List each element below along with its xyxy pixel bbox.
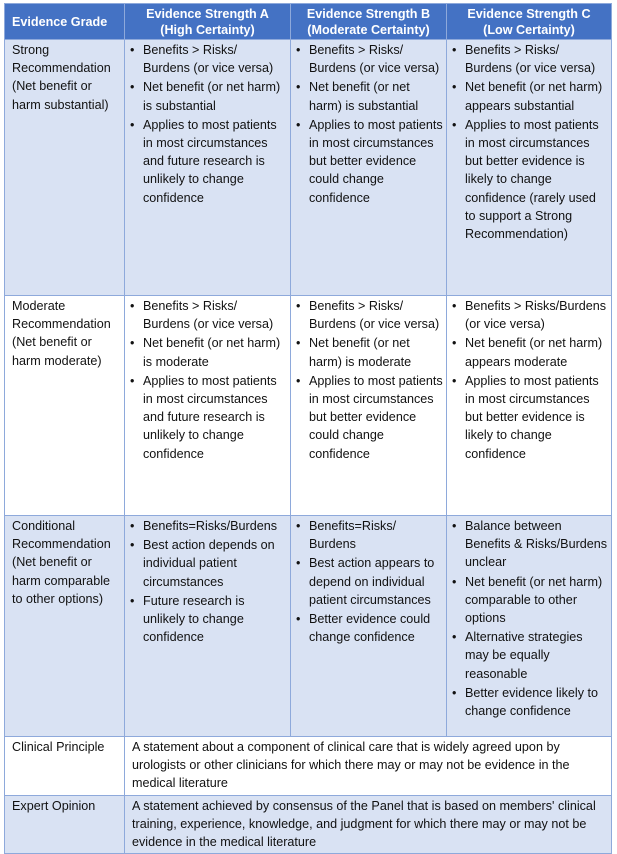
bullet-item: [451, 684, 608, 720]
bullet-text: Applies to most patients in most circumstances and future research is unlikely to change confidence: [143, 117, 277, 205]
strength-c-cell: [447, 40, 612, 296]
bullet-list: [451, 41, 608, 243]
bullet-icon: •: [452, 574, 457, 589]
header-strength-c: [447, 4, 612, 40]
bullet-text: Applies to most patients in most circumstances but better evidence is likely to change confidence (rarely used to support a Strong Recommendation): [465, 117, 599, 242]
bullet-text: Benefits > Risks/ Burdens (or vice versa): [143, 299, 274, 332]
bullet-text: Applies to most patients in most circumstances and future research is unlikely to change confidence: [143, 373, 277, 461]
bullet-list: [129, 517, 287, 646]
header-strength-c-certainty: (Low Certainty): [483, 22, 575, 37]
header-strength-b-title: Evidence Strength B: [306, 6, 431, 21]
bullet-text: Benefits > Risks/ Burdens (or vice versa): [309, 43, 440, 76]
bullet-text: Applies to most patients in most circumstances but better evidence could change confidence: [309, 117, 443, 205]
bullet-icon: •: [296, 117, 301, 132]
bullet-item: [129, 116, 287, 207]
bullet-item: [129, 536, 287, 591]
bullet-icon: •: [452, 43, 457, 57]
bullet-item: [129, 334, 287, 370]
header-evidence-grade: Evidence Grade: [5, 4, 125, 40]
bullet-item: [451, 573, 608, 628]
bullet-text: Benefits=Risks/ Burdens: [309, 519, 397, 552]
bullet-icon: •: [130, 117, 135, 132]
row-strong-recommendation: [5, 40, 612, 296]
bullet-icon: •: [296, 556, 301, 571]
bullet-icon: •: [296, 299, 301, 313]
strength-a-cell: [125, 40, 291, 296]
bullet-list: [129, 297, 287, 463]
strength-b-cell: [291, 296, 447, 516]
clinical-principle-label: Clinical Principle: [5, 737, 125, 796]
bullet-item: [295, 610, 443, 646]
bullet-icon: •: [452, 630, 457, 645]
bullet-icon: •: [452, 80, 457, 95]
row-expert-opinion: [5, 795, 612, 854]
bullet-icon: •: [296, 373, 301, 388]
header-strength-c-title: Evidence Strength C: [467, 6, 591, 21]
bullet-icon: •: [130, 299, 135, 313]
bullet-text: Applies to most patients in most circumstances but better evidence is likely to change confidence: [465, 373, 599, 461]
bullet-item: [129, 372, 287, 463]
bullet-text: Benefits > Risks/ Burdens (or vice versa): [143, 43, 274, 76]
expert-opinion-definition: A statement achieved by consensus of the Panel that is based on members' clinical training, experience, knowledge, and judgment for which there may or may not be evidence in the medical literature: [125, 795, 612, 854]
bullet-icon: •: [130, 336, 135, 351]
header-row: [5, 4, 612, 40]
bullet-text: Net benefit (or net harm) appears moderate: [465, 336, 603, 369]
bullet-item: [451, 41, 608, 77]
bullet-item: [295, 297, 443, 333]
bullet-text: Better evidence likely to change confidence: [465, 685, 599, 719]
bullet-icon: •: [130, 593, 135, 608]
grade-cell: Moderate Recommendation (Net benefit or harm moderate): [5, 296, 125, 516]
grade-cell: Strong Recommendation (Net benefit or harm substantial): [5, 40, 125, 296]
bullet-text: Net benefit (or net harm) is moderate: [309, 336, 412, 369]
bullet-icon: •: [452, 373, 457, 388]
row-moderate-recommendation: [5, 296, 612, 516]
bullet-icon: •: [452, 299, 457, 313]
strength-c-cell: [447, 296, 612, 516]
evidence-grade-table: [4, 3, 612, 854]
bullet-item: [129, 41, 287, 77]
bullet-item: [129, 592, 287, 647]
bullet-icon: •: [452, 336, 457, 351]
row-conditional-recommendation: [5, 516, 612, 737]
strength-a-cell: [125, 516, 291, 737]
bullet-text: Better evidence could change confidence: [309, 612, 431, 645]
header-strength-a-certainty: (High Certainty): [160, 22, 255, 37]
bullet-list: [295, 297, 443, 463]
header-strength-a: [125, 4, 291, 40]
bullet-icon: •: [130, 519, 135, 533]
evidence-grade-table-container: [4, 3, 611, 854]
header-strength-b-certainty: (Moderate Certainty): [307, 22, 430, 37]
bullet-item: [295, 41, 443, 77]
row-clinical-principle: [5, 737, 612, 796]
bullet-item: [451, 517, 608, 572]
bullet-text: Balance between Benefits & Risks/Burdens unclear: [465, 519, 608, 570]
strength-a-cell: [125, 296, 291, 516]
bullet-text: Future research is unlikely to change confidence: [143, 593, 245, 645]
bullet-text: Net benefit (or net harm) is substantial: [143, 80, 281, 113]
bullet-list: [451, 297, 608, 463]
bullet-item: [451, 334, 608, 370]
bullet-item: [295, 372, 443, 463]
bullet-icon: •: [130, 538, 135, 553]
bullet-icon: •: [296, 80, 301, 95]
bullet-item: [451, 116, 608, 243]
bullet-item: [295, 554, 443, 609]
bullet-icon: •: [452, 519, 457, 533]
bullet-item: [451, 372, 608, 463]
bullet-icon: •: [452, 117, 457, 132]
bullet-icon: •: [296, 336, 301, 351]
bullet-list: [129, 41, 287, 207]
bullet-item: [451, 78, 608, 114]
bullet-icon: •: [296, 519, 301, 533]
expert-opinion-label: Expert Opinion: [5, 795, 125, 854]
bullet-text: Net benefit (or net harm) comparable to other options: [465, 574, 603, 626]
bullet-item: [295, 78, 443, 114]
bullet-text: Net benefit (or net harm) is substantial: [309, 80, 419, 113]
bullet-icon: •: [130, 80, 135, 95]
bullet-text: Best action depends on individual patient circumstances: [143, 538, 275, 589]
grade-cell: Conditional Recommendation (Net benefit or harm comparable to other options): [5, 516, 125, 737]
clinical-principle-definition: A statement about a component of clinical care that is widely agreed upon by urologists or other clinicians for which there may or may not be evidence in the medical literature: [125, 737, 612, 796]
bullet-item: [451, 297, 608, 333]
bullet-text: Net benefit (or net harm) appears substantial: [465, 80, 603, 113]
strength-b-cell: [291, 40, 447, 296]
bullet-list: [295, 41, 443, 207]
bullet-text: Benefits > Risks/ Burdens (or vice versa): [309, 299, 440, 332]
header-strength-b: [291, 4, 447, 40]
bullet-text: Applies to most patients in most circumstances but better evidence could change confidence: [309, 373, 443, 461]
bullet-icon: •: [130, 373, 135, 388]
bullet-text: Benefits > Risks/Burdens (or vice versa): [465, 299, 607, 332]
bullet-item: [295, 334, 443, 370]
bullet-text: Alternative strategies may be equally reasonable: [465, 630, 583, 681]
bullet-item: [129, 297, 287, 333]
bullet-list: [295, 517, 443, 646]
bullet-item: [295, 116, 443, 207]
bullet-text: Benefits=Risks/Burdens: [143, 519, 278, 533]
bullet-icon: •: [452, 685, 457, 700]
bullet-icon: •: [296, 612, 301, 627]
bullet-item: [129, 78, 287, 114]
header-strength-a-title: Evidence Strength A: [146, 6, 269, 21]
bullet-item: [129, 517, 287, 535]
bullet-list: [451, 517, 608, 720]
bullet-text: Benefits > Risks/ Burdens (or vice versa): [465, 43, 596, 76]
bullet-icon: •: [130, 43, 135, 57]
strength-c-cell: [447, 516, 612, 737]
bullet-icon: •: [296, 43, 301, 57]
bullet-item: [295, 517, 443, 553]
bullet-text: Best action appears to depend on individual patient circumstances: [309, 556, 435, 607]
bullet-item: [451, 628, 608, 683]
strength-b-cell: [291, 516, 447, 737]
bullet-text: Net benefit (or net harm) is moderate: [143, 336, 281, 369]
